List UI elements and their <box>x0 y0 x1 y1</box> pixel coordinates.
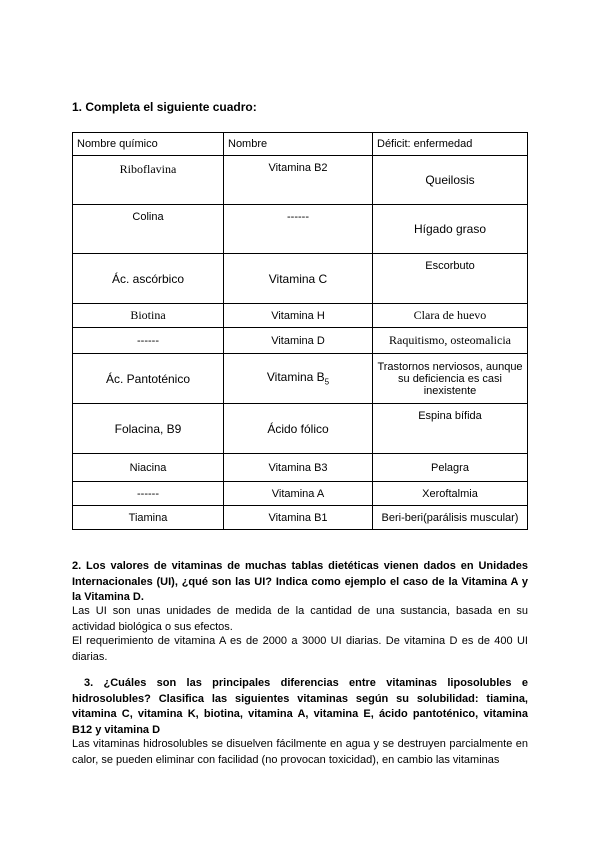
header-deficiency-disease: Déficit: enfermedad <box>373 133 528 156</box>
cell-deficiency: Pelagra <box>373 454 528 482</box>
cell-name: Vitamina A <box>224 482 373 506</box>
cell-chemical: Folacina, B9 <box>73 404 224 454</box>
table-row <box>73 304 528 328</box>
cell-chemical: ------ <box>73 482 224 506</box>
cell-deficiency: Raquitismo, osteomalicia <box>373 328 528 354</box>
cell-name: Vitamina B3 <box>224 454 373 482</box>
cell-chemical: Colina <box>73 205 224 254</box>
table-row <box>73 506 528 530</box>
cell-name: Vitamina B1 <box>224 506 373 530</box>
cell-chemical: Niacina <box>73 454 224 482</box>
cell-chemical: ------ <box>73 328 224 354</box>
cell-name: Vitamina H <box>224 304 373 328</box>
cell-name: Vitamina B2 <box>224 156 373 205</box>
vitamin-b5-subscript: 5 <box>324 377 330 387</box>
header-name: Nombre <box>224 133 373 156</box>
cell-name <box>224 354 373 404</box>
question-3-text: 3. ¿Cuáles son las principales diferencias entre vitaminas liposolubles e hidrosolubles? Clasifica las siguientes vitaminas según su solubilidad: tiamina, vitamina C, vitamina K, biotina, vitamina A, vitamina E, ácido pantoténico, vitamina B12 y vitamina D <box>72 677 528 736</box>
table-row <box>73 254 528 304</box>
question-2-text: 2. Los valores de vitaminas de muchas tablas dietéticas vienen dados en Unidades Internacionales (UI), ¿qué son las UI? Indica como ejemplo el caso de la Vitamina A y la Vitamina D. <box>72 560 528 603</box>
table-row <box>73 354 528 404</box>
cell-chemical: Tiamina <box>73 506 224 530</box>
cell-deficiency: Beri-beri(parálisis muscular) <box>373 506 528 530</box>
vitamin-b5-base: Vitamina B <box>266 370 325 385</box>
cell-name: Vitamina D <box>224 328 373 354</box>
table-row <box>73 454 528 482</box>
cell-deficiency: Trastornos nerviosos, aunque su deficiencia es casi inexistente <box>373 354 528 404</box>
table-row <box>73 205 528 254</box>
cell-deficiency: Xeroftalmia <box>373 482 528 506</box>
question-2-answer-1: Las UI son unas unidades de medida de la cantidad de una sustancia, basada en su actividad biológica o sus efectos. <box>72 605 528 633</box>
question-2-answer-2: El requerimiento de vitamina A es de 2000 a 3000 UI diarias. De vitamina D es de 400 UI diarias. <box>72 635 528 663</box>
cell-deficiency: Espina bífida <box>373 404 528 454</box>
question-3-answer: Las vitaminas hidrosolubles se disuelven fácilmente en agua y se destruyen parcialmente en calor, se pueden eliminar con facilidad (no provocan toxicidad), en cambio las vitaminas <box>72 738 528 766</box>
vitamin-table <box>72 132 528 530</box>
table-header-row <box>73 133 528 156</box>
cell-name: Vitamina C <box>224 254 373 304</box>
cell-deficiency: Hígado graso <box>373 205 528 254</box>
cell-deficiency: Queilosis <box>373 156 528 205</box>
cell-name: Ácido fólico <box>224 404 373 454</box>
cell-chemical: Riboflavina <box>73 156 224 205</box>
cell-name: ------ <box>224 205 373 254</box>
cell-deficiency: Clara de huevo <box>373 304 528 328</box>
cell-chemical: Ác. ascórbico <box>73 254 224 304</box>
header-chemical-name: Nombre químico <box>73 133 224 156</box>
cell-deficiency: Escorbuto <box>373 254 528 304</box>
table-row <box>73 404 528 454</box>
table-row <box>73 328 528 354</box>
question-1-title: 1. Completa el siguiente cuadro: <box>72 100 257 114</box>
cell-chemical: Ác. Pantoténico <box>73 354 224 404</box>
table-row <box>73 482 528 506</box>
cell-chemical: Biotina <box>73 304 224 328</box>
table-row <box>73 156 528 205</box>
